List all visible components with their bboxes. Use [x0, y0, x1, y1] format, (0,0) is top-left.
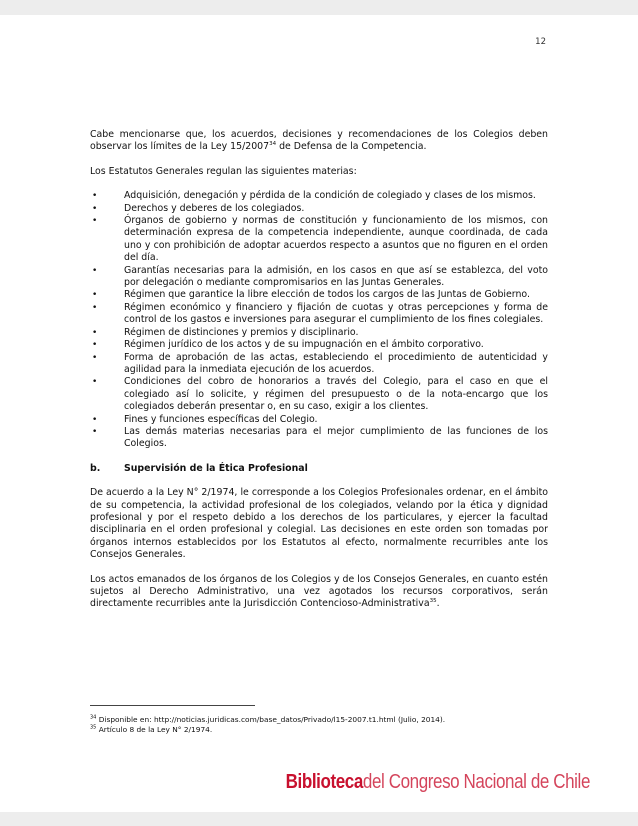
list-item: • Régimen que garantice la libre elección de todos los cargos de las Juntas de Gobierno.: [90, 289, 548, 301]
footnote-35: [90, 725, 550, 735]
footnote-text: Artículo 8 de la Ley N° 2/1974.: [96, 725, 213, 734]
footnote-number: 34: [90, 714, 97, 721]
footnote-ref-34[interactable]: 34: [269, 141, 277, 148]
footnote-divider: [90, 705, 255, 706]
footnote-ref-35[interactable]: 35: [429, 598, 437, 605]
list-item: • Condiciones del cobro de honorarios a través del Colegio, para el caso en que el colegiado así lo solicite, y régimen del presupuesto o de la nota-encargo que los colegiados deberán presentar o, en su caso, exigir a los clientes.: [90, 376, 548, 413]
paragraph-statutes: Los Estatutos Generales regulan las siguientes materias:: [90, 165, 357, 177]
footer-band: [0, 812, 638, 826]
list-item: • Fines y funciones específicas del Colegio.: [90, 414, 548, 426]
paragraph-intro-tail: de Defensa de la Competencia.: [276, 141, 427, 153]
paragraph-ethics: De acuerdo a la Ley N° 2/1974, le corresponde a los Colegios Profesionales ordenar, en el ámbito de su competencia, la actividad profesional de los colegiados, velando por la ética y dignidad profesional y por el respeto debido a los derechos de los particulares, y ejercer la facultad disciplinaria en el orden profesional y colegial. Las decisiones en este orden son tomadas por órganos internos establecidos por los Estatutos al efecto, normalmente recurribles ante los Consejos Generales.: [90, 487, 548, 561]
logo-strong-text: Biblioteca: [285, 770, 363, 793]
footnotes: [90, 715, 550, 735]
main-content: [90, 129, 548, 611]
footnote-34: [90, 715, 550, 725]
section-heading: [90, 463, 548, 475]
list-item: • Régimen jurídico de los actos y de su impugnación en el ámbito corporativo.: [90, 339, 548, 351]
list-item: • Régimen de distinciones y premios y disciplinario.: [90, 327, 548, 339]
page-number: 12: [535, 37, 546, 47]
list-item: • Garantías necesarias para la admisión, en los casos en que así se establezca, del voto por delegación o mediante compromisarios en las Juntas Generales.: [90, 265, 548, 290]
section-title: Supervisión de la Ética Profesional: [124, 462, 308, 474]
list-item: • Las demás materias necesarias para el mejor cumplimiento de las funciones de los Colegios.: [90, 426, 548, 451]
list-item: • Adquisición, denegación y pérdida de la condición de colegiado y clases de los mismos.: [90, 190, 548, 202]
list-item: • Forma de aprobación de las actas, estableciendo el procedimiento de autenticidad y agilidad para la inmediata ejecución de los acuerdos.: [90, 352, 548, 377]
paragraph-acts: [90, 574, 548, 611]
header-band: [0, 0, 638, 15]
list-item: • Órganos de gobierno y normas de constitución y funcionamiento de los mismos, con determinación expresa de la competencia independiente, aunque coordinada, de cada uno y con prohibición de adoptar acuerdos respecto a asuntos que no figuren en el orden del día.: [90, 215, 548, 265]
list-item: • Derechos y deberes de los colegiados.: [90, 203, 548, 215]
section-letter: b.: [90, 462, 101, 474]
paragraph-acts-text: Los actos emanados de los órganos de los Colegios y de los Consejos Generales, en cuanto estén sujetos al Derecho Administrativo, una vez agotados los recursos corporativos, serán directamente recurribles ante la Jurisdicción Contencioso-Administrativa: [90, 573, 548, 610]
footnote-text: Disponible en: http://noticias.juridicas.com/base_datos/Privado/l15-2007.t1.html (Julio, 2014).: [96, 715, 446, 724]
paragraph-intro: [90, 129, 548, 154]
logo-rest-text: del Congreso Nacional de Chile: [362, 770, 590, 793]
paragraph-acts-tail: .: [436, 598, 440, 610]
footnote-number: 35: [90, 724, 97, 731]
statutes-list: [90, 190, 548, 451]
library-logo: [286, 770, 590, 794]
list-item: • Régimen económico y financiero y fijación de cuotas y otras percepciones y forma de control de los gastos e inversiones para asegurar el cumplimiento de los fines colegiales.: [90, 302, 548, 327]
paragraph-intro-text: Cabe mencionarse que, los acuerdos, decisiones y recomendaciones de los Colegios deben observar los límites de la Ley 15/2007: [90, 129, 548, 153]
